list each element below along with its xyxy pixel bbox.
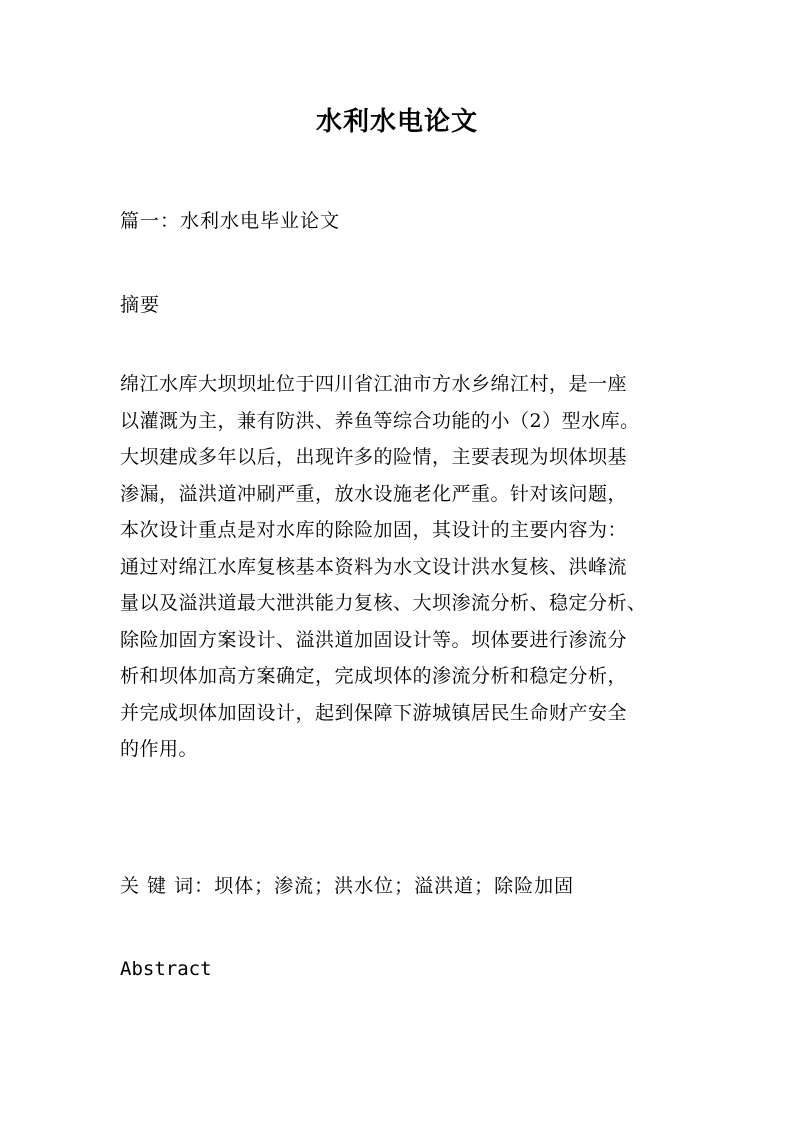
abstract-line: 本次设计重点是对水库的除险加固，其设计的主要内容为： [120,519,628,541]
document-title: 水利水电论文 [315,107,478,137]
abstract-line: 量以及溢洪道最大泄洪能力复核、大坝渗流分析、稳定分析、 [120,592,647,614]
abstract-line: 并完成坝体加固设计，起到保障下游城镇居民生命财产安全 [120,701,628,724]
keywords-line: 关 键 词：坝体；渗流；洪水位；溢洪道；除险加固 [120,875,575,897]
abstract-line: 大坝建成多年以后，出现许多的险情，主要表现为坝体坝基 [120,446,628,468]
english-abstract-heading: Abstract [120,958,212,980]
abstract-heading: 摘要 [120,294,161,316]
abstract-line: 除险加固方案设计、溢洪道加固设计等。坝体要进行渗流分 [120,628,628,651]
abstract-line: 绵江水库大坝坝址位于四川省江油市方水乡绵江村，是一座 [120,373,628,395]
abstract-line: 通过对绵江水库复核基本资料为水文设计洪水复核、洪峰流 [120,555,628,578]
section-heading: 篇一：水利水电毕业论文 [120,210,341,232]
abstract-paragraph [120,370,690,772]
abstract-line: 渗漏，溢洪道冲刷严重，放水设施老化严重。针对该问题， [120,482,628,505]
abstract-line: 的作用。 [120,738,199,760]
abstract-line: 析和坝体加高方案确定，完成坝体的渗流分析和稳定分析， [120,665,628,687]
abstract-line: 以灌溉为主，兼有防洪、养鱼等综合功能的小（2）型水库。 [120,409,640,432]
